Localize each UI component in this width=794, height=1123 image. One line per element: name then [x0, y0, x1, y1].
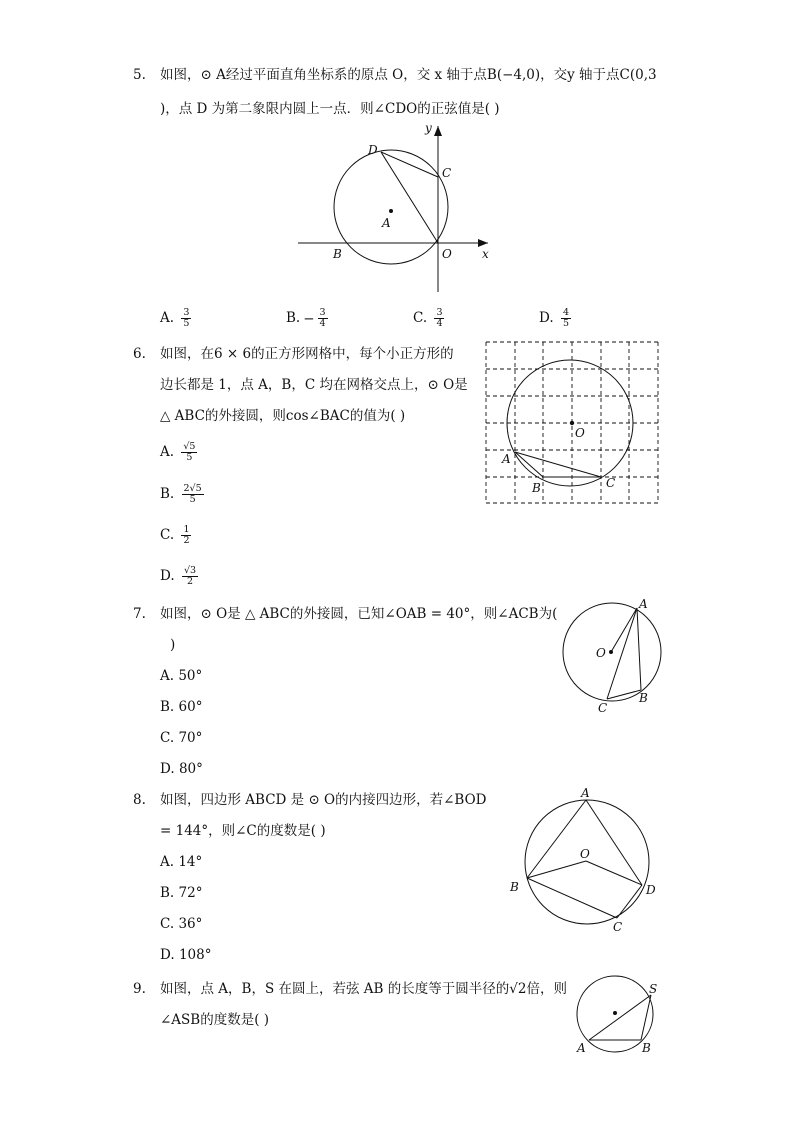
question-8-number: 8. [133, 792, 146, 808]
question-6-text-line2: 边长都是 1，点 A，B，C 均在网格交点上，⊙ O是 [160, 377, 468, 393]
question-6-number: 6. [133, 346, 146, 362]
q8-label-C: C [613, 920, 623, 934]
q7-label-O: O [596, 646, 606, 660]
q5-label-A: A [382, 216, 391, 230]
question-9-text-line2: ∠ASB的度数是( ) [160, 1012, 270, 1028]
q8-label-B: B [510, 880, 519, 894]
q5-label-y: y [425, 121, 432, 135]
q7-option-a[interactable]: A. 50° [160, 668, 203, 684]
q5-option-d[interactable]: D. $\frac{4}{5}$ [539, 307, 569, 329]
q8-label-D: D [646, 883, 656, 897]
q6-label-B: B [532, 481, 541, 495]
q7-option-b[interactable]: B. 60° [160, 699, 203, 715]
question-7-text-line1: 如图，⊙ O是 △ ABC的外接圆，已知∠OAB = 40°，则∠ACB为( [160, 606, 558, 622]
q7-label-A: A [639, 597, 648, 611]
question-9-text-line1: 如图，点 A，B，S 在圆上，若弦 AB 的长度等于圆半径的√2倍，则 [160, 981, 567, 997]
q9-label-A: A [577, 1041, 586, 1055]
q6-option-c[interactable]: C. $\frac{1}{2}$ [160, 524, 190, 546]
question-8-text-line2: = 144°，则∠C的度数是( ) [160, 823, 326, 839]
question-5-text-line2: )，点 D 为第二象限内圆上一点．则∠CDO的正弦值是( ) [160, 101, 500, 117]
q8-label-A: A [581, 786, 590, 800]
q7-option-c[interactable]: C. 70° [160, 730, 203, 746]
question-7-number: 7. [133, 606, 146, 622]
q5-option-b[interactable]: B. − $\frac{3}{4}$ [286, 307, 326, 329]
q7-option-d[interactable]: D. 80° [160, 761, 203, 777]
q5-label-x: x [482, 247, 489, 261]
q8-option-d[interactable]: D. 108° [160, 947, 212, 963]
question-5-text-line1: 如图，⊙ A经过平面直角坐标系的原点 O，交 x 轴于点B(−4,0)，交y 轴于点C(0,3 [160, 67, 657, 83]
q5-option-a[interactable]: A. $\frac{3}{5}$ [160, 307, 190, 329]
q6-option-d[interactable]: D. $\frac{√3}{2}$ [160, 565, 197, 587]
q8-option-a[interactable]: A. 14° [160, 854, 203, 870]
question-8-text-line1: 如图，四边形 ABCD 是 ⊙ O的内接四边形，若∠BOD [160, 792, 487, 808]
question-7-text-line2: ) [170, 637, 176, 653]
question-5-number: 5. [133, 67, 146, 83]
q5-option-c[interactable]: C. $\frac{3}{4}$ [413, 307, 443, 329]
q8-label-O: O [580, 847, 590, 861]
question-8-figure [505, 785, 665, 935]
q6-option-b[interactable]: B. $\frac{2√5}{5}$ [160, 483, 202, 505]
q6-label-C: C [606, 476, 616, 490]
question-6-figure [480, 336, 665, 508]
q9-label-S: S [649, 982, 658, 996]
question-5-figure [290, 118, 500, 298]
q5-label-C: C [442, 166, 452, 180]
question-7-figure [555, 595, 670, 720]
question-6-text-line3: △ ABC的外接圆，则cos∠BAC的值为( ) [160, 408, 406, 424]
q5-label-O: O [442, 247, 452, 261]
q7-label-B: B [639, 691, 648, 705]
q7-label-C: C [598, 701, 608, 715]
q5-label-B: B [333, 247, 342, 261]
question-6-text-line1: 如图，在6 × 6的正方形网格中，每个小正方形的 [160, 346, 454, 362]
q6-label-A: A [502, 452, 511, 466]
q8-option-c[interactable]: C. 36° [160, 916, 203, 932]
q8-option-b[interactable]: B. 72° [160, 885, 203, 901]
q5-label-D: D [368, 143, 378, 157]
q9-label-B: B [642, 1041, 651, 1055]
q6-option-a[interactable]: A. $\frac{√5}{5}$ [160, 441, 196, 463]
question-9-figure [570, 970, 665, 1060]
question-9-number: 9. [133, 981, 146, 997]
q6-label-O: O [575, 426, 585, 440]
